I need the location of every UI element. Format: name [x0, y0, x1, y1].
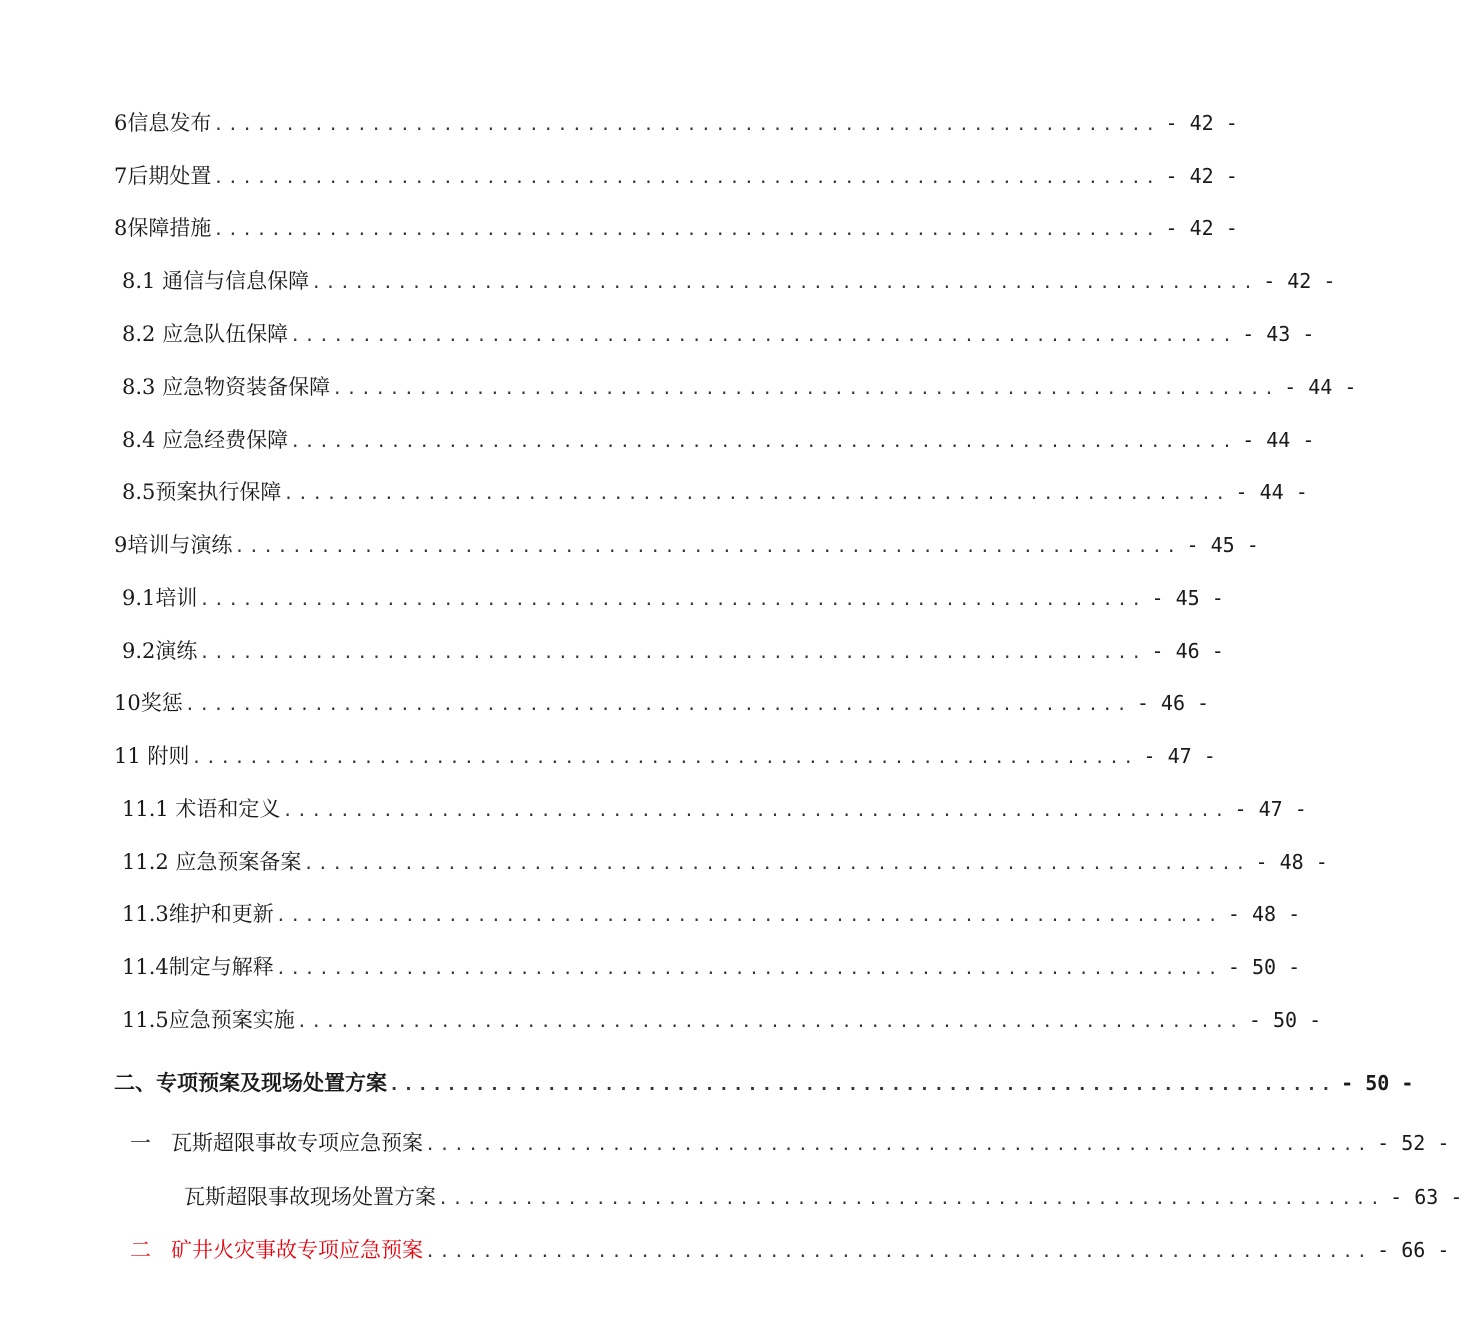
toc-entry-page: - 52 -	[1377, 1131, 1450, 1155]
toc-entry-page: - 43 -	[1242, 322, 1315, 346]
dot-leader: ..................................................................	[438, 1189, 1385, 1209]
toc-entry[interactable]	[0, 313, 1315, 349]
dot-leader: ..................................................................	[311, 273, 1258, 293]
toc-entry[interactable]	[0, 419, 1315, 455]
dot-leader: ..................................................................	[303, 854, 1250, 874]
toc-entry[interactable]	[0, 366, 1357, 402]
toc-entry-label: 11.5应急预案实施	[122, 1008, 295, 1032]
toc-entry-page: - 63 -	[1390, 1185, 1463, 1209]
toc-entry[interactable]	[0, 1122, 1450, 1158]
toc-entry-label: 8保障措施	[114, 216, 212, 240]
dot-leader: ..................................................................	[425, 1135, 1372, 1155]
toc-entry-label: 二 矿井火灾事故专项应急预案	[130, 1238, 424, 1262]
toc-entry-label: 11.2 应急预案备案	[122, 850, 302, 874]
toc-entry-page: - 42 -	[1165, 111, 1238, 135]
toc-entry-label: 11.4制定与解释	[122, 955, 274, 979]
dot-leader: ..................................................................	[213, 168, 1160, 188]
toc-entry-label: 8.4 应急经费保障	[122, 428, 289, 452]
toc-entry-label: 9.1培训	[122, 586, 198, 610]
toc-entry[interactable]	[0, 841, 1328, 877]
dot-leader: ..................................................................	[290, 326, 1237, 346]
toc-entry[interactable]	[0, 946, 1301, 982]
toc-entry-label: 7后期处置	[114, 164, 212, 188]
toc-entry[interactable]	[0, 577, 1224, 613]
toc-entry-page: - 48 -	[1227, 902, 1301, 926]
dot-leader: ..................................................................	[332, 379, 1279, 399]
toc-entry-label: 6信息发布	[114, 111, 212, 135]
dot-leader: ..................................................................	[199, 590, 1146, 610]
toc-entry-label: 二、专项预案及现场处置方案	[114, 1070, 387, 1095]
toc-entry[interactable]	[0, 102, 1238, 138]
toc-entry-page: - 50 -	[1341, 1071, 1414, 1095]
toc-entry-label: 10奖惩	[114, 691, 183, 715]
toc-entry-page: - 42 -	[1165, 216, 1238, 240]
dot-leader: ..................................................................	[191, 748, 1138, 768]
toc-entry[interactable]	[0, 155, 1238, 191]
toc-entry-page: - 66 -	[1377, 1238, 1450, 1262]
toc-entry-page: - 50 -	[1248, 1008, 1322, 1032]
toc-entry-label: 8.3 应急物资装备保障	[122, 375, 331, 399]
toc-entry-page: - 50 -	[1227, 955, 1301, 979]
toc-entry-label: 一 瓦斯超限事故专项应急预案	[130, 1131, 424, 1155]
toc-entry-page: - 42 -	[1165, 164, 1238, 188]
toc-entry-label: 8.1 通信与信息保障	[122, 269, 310, 293]
dot-leader: ..................................................................	[296, 1012, 1243, 1032]
dot-leader: ..................................................................	[275, 906, 1222, 926]
dot-leader: ..................................................................	[213, 115, 1160, 135]
toc-entry[interactable]	[0, 630, 1224, 666]
toc-entry-page: - 42 -	[1263, 269, 1336, 293]
toc-entry-page: - 45 -	[1186, 533, 1259, 557]
dot-leader: ..................................................................	[275, 959, 1222, 979]
toc-entry[interactable]	[0, 260, 1336, 296]
toc-entry[interactable]	[0, 1176, 1463, 1212]
toc-entry[interactable]	[0, 471, 1308, 507]
toc-entry[interactable]	[0, 788, 1307, 824]
toc-entry-label: 9培训与演练	[114, 533, 233, 557]
toc-entry-label: 瓦斯超限事故现场处置方案	[184, 1185, 436, 1209]
dot-leader: ..................................................................	[425, 1242, 1372, 1262]
toc-entry[interactable]	[0, 682, 1210, 718]
dot-leader: ..................................................................	[213, 220, 1160, 240]
toc-entry-page: - 45 -	[1151, 586, 1224, 610]
toc-entry-page: - 44 -	[1284, 375, 1357, 399]
toc-entry-page: - 48 -	[1255, 850, 1328, 874]
dot-leader: ..................................................................	[184, 695, 1131, 715]
toc-entry[interactable]	[0, 999, 1322, 1035]
dot-leader: ..................................................................	[290, 432, 1237, 452]
toc-entry-page: - 44 -	[1235, 480, 1308, 504]
dot-leader: ..................................................................	[282, 801, 1229, 821]
toc-entry-page: - 47 -	[1143, 744, 1216, 768]
toc-entry-label: 11 附则	[114, 744, 190, 768]
toc-entry-label: 11.3维护和更新	[122, 902, 274, 926]
toc-entry-label: 9.2演练	[122, 639, 198, 663]
toc-entry-page: - 44 -	[1242, 428, 1315, 452]
toc-entry[interactable]	[0, 735, 1216, 771]
toc-entry-label: 8.5预案执行保障	[122, 480, 282, 504]
dot-leader: ..................................................................	[234, 537, 1181, 557]
toc-entry-page: - 46 -	[1136, 691, 1210, 715]
toc-entry[interactable]	[0, 893, 1301, 929]
dot-leader: ..................................................................	[283, 484, 1230, 504]
toc-entry-page: - 46 -	[1151, 639, 1224, 663]
dot-leader: ..................................................................	[389, 1075, 1336, 1095]
toc-section-heading[interactable]	[0, 1062, 1414, 1098]
dot-leader: ..................................................................	[199, 643, 1146, 663]
toc-entry[interactable]	[0, 524, 1259, 560]
toc-entry[interactable]	[0, 207, 1238, 243]
toc-entry-label: 8.2 应急队伍保障	[122, 322, 289, 346]
toc-entry-page: - 47 -	[1234, 797, 1307, 821]
toc-entry-label: 11.1 术语和定义	[122, 797, 281, 821]
toc-entry-highlighted[interactable]	[0, 1229, 1450, 1265]
